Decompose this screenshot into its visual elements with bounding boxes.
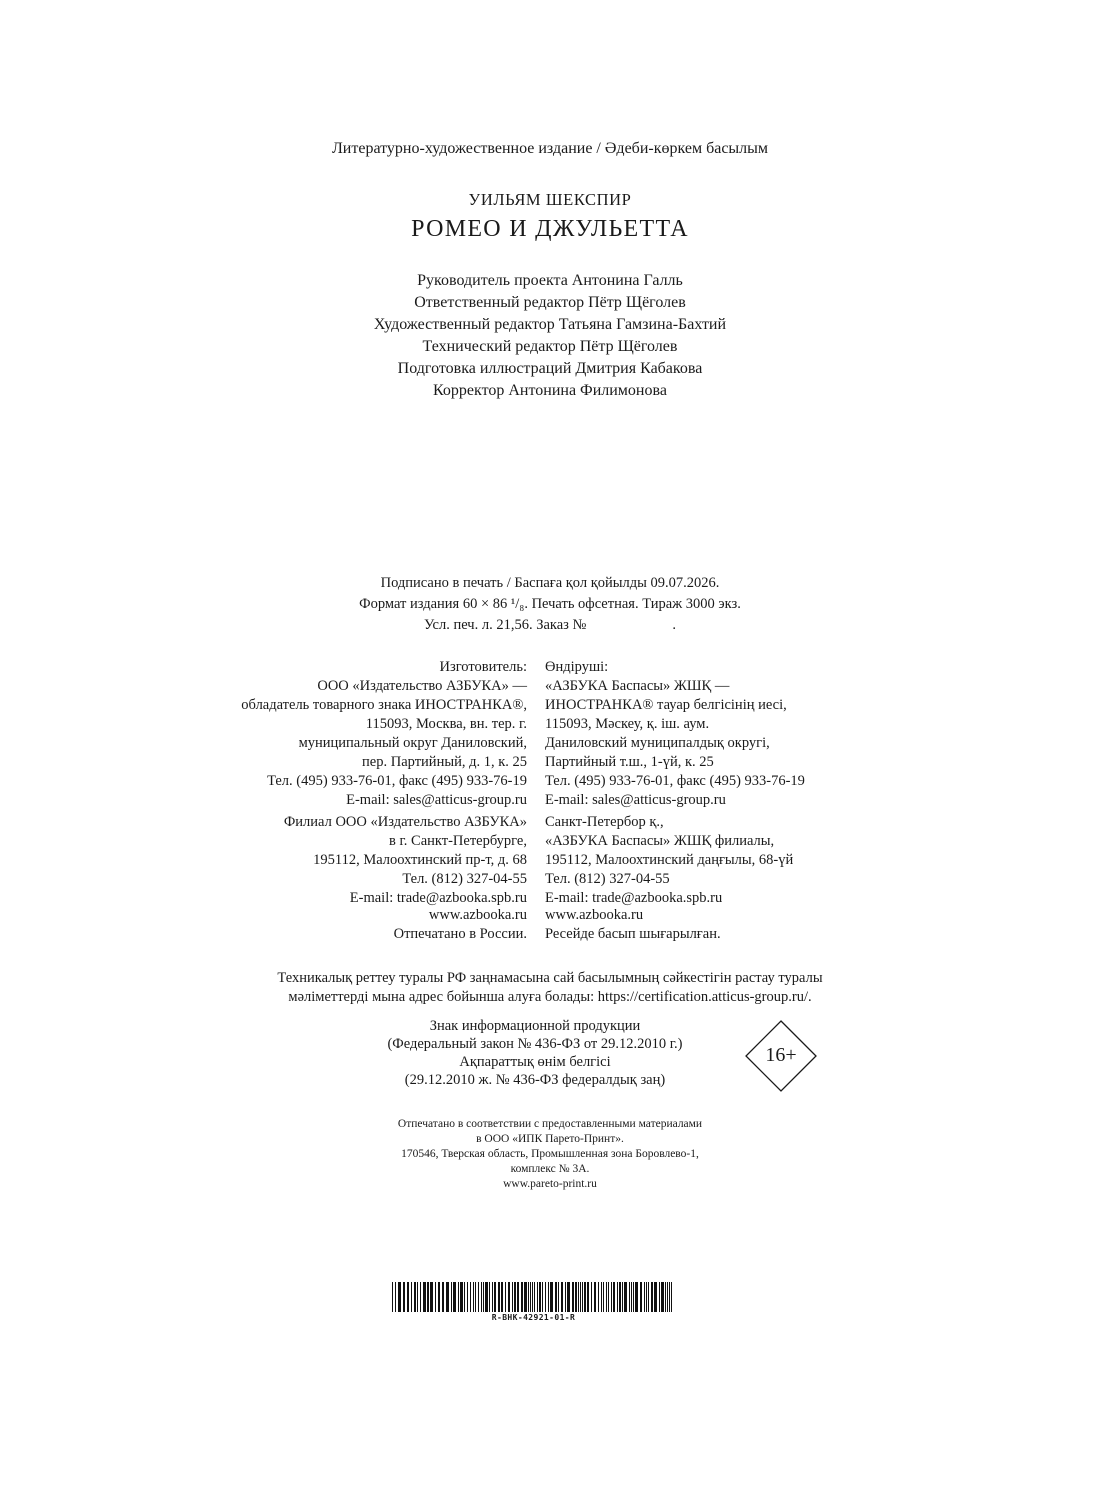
barcode-bar [582,1282,583,1312]
barcode-bar [633,1282,634,1312]
barcode-bar [572,1282,574,1312]
barcode-bar [453,1282,456,1312]
branch-ru [284,813,527,908]
barcode-bar [635,1282,638,1312]
site-ru-line: www.azbooka.ru [428,907,527,923]
barcode-bar [624,1282,627,1312]
barcode-bar [550,1282,553,1312]
branch-kz-line: Санкт-Петербор қ., [545,814,664,830]
manufacturer-kz-line: Партийный т.ш., 1-үй, к. 25 [545,754,714,770]
manufacturer-ru-line: обладатель товарного знака ИНОСТРАНКА®, [241,697,527,713]
barcode-bar [478,1282,479,1312]
barcode-id: R-BHK-42921-01-R [491,1313,576,1322]
certification-line: мәліметтерді мына адрес бойынша алуға болады: https://certification.atticus-group.ru/. [288,989,812,1005]
info-label-line: (Федеральный закон № 436-ФЗ от 29.12.2010 г.) [387,1036,683,1052]
barcode-bar [622,1282,623,1312]
barcode-bar [392,1282,393,1312]
branch-kz-line: «АЗБУКА Баспасы» ЖШҚ филиалы, [545,833,775,849]
age-rating-text: 16+ [765,1044,797,1066]
barcode-bar [669,1282,670,1312]
barcode-bar [611,1282,612,1312]
manufacturer-ru-line: пер. Партийный, д. 1, к. 25 [362,754,527,770]
info-label-line: (29.12.2010 ж. № 436-ФЗ федералдық заң) [404,1072,666,1088]
barcode-bar [665,1282,666,1312]
credit-line: Художественный редактор Татьяна Гамзина-Бахтий [373,316,727,333]
barcode-bar [565,1282,566,1312]
branch-kz [545,813,793,908]
branch-ru-line: Филиал ООО «Издательство АЗБУКА» [283,814,527,830]
branch-ru-line: 195112, Малоохтинский пр-т, д. 68 [313,852,527,868]
barcode-bar [423,1282,426,1312]
print-info [0,573,1100,636]
barcode-bar [501,1282,503,1312]
barcode-bar [395,1282,396,1312]
credits-list [0,270,1100,402]
branch-kz-line: 195112, Малоохтинский даңғылы, 68-үй [545,852,794,868]
age-rating-badge [745,1020,817,1092]
barcode-bar [594,1282,596,1312]
branch-kz-line: Тел. (812) 327-04-55 [545,871,670,887]
barcode-bar [442,1282,444,1312]
barcode-bar [530,1282,531,1312]
barcode-bar [492,1282,493,1312]
barcode-bar [617,1282,618,1312]
barcode-bar [407,1282,409,1312]
barcode-bar [460,1282,463,1312]
credit-line: Руководитель проекта Антонина Галль [417,272,683,289]
barcode-bar [534,1282,535,1312]
barcode-bar [470,1282,471,1312]
info-product-label [350,1017,720,1089]
barcode-bar [558,1282,559,1312]
barcode-bar [537,1282,538,1312]
barcode-bar [521,1282,523,1312]
barcode-bar [417,1282,418,1312]
barcode-bar [646,1282,647,1312]
manufacturer-ru-line: муниципальный округ Даниловский, [298,735,527,751]
manufacturer-ru-line: ООО «Издательство АЗБУКА» — [317,678,527,694]
barcode-bar [561,1282,563,1312]
print-date-line: Подписано в печать / Баспаға қол қойылды 09.07.2026. [380,575,720,591]
barcode-bar [532,1282,533,1312]
barcode-bar [446,1282,449,1312]
manufacturer-kz-line: Өндіруші: [545,659,609,675]
branch-ru-line: Тел. (812) 327-04-55 [402,871,527,887]
printer-line: комплекс № 3А. [510,1163,590,1175]
printer-line: www.pareto-print.ru [503,1178,597,1190]
barcode-bar [451,1282,452,1312]
barcode-bar [591,1282,592,1312]
barcode-bar [659,1282,660,1312]
barcode-bar [661,1282,664,1312]
barcode-bar [567,1282,570,1312]
barcode-bar [435,1282,436,1312]
printer-line: в ООО «ИПК Парето-Принт». [476,1133,624,1145]
barcode-bar [644,1282,645,1312]
barcode-bar [430,1282,433,1312]
barcode-bar [640,1282,642,1312]
barcode-bar [528,1282,529,1312]
manufacturer-ru-line: Тел. (495) 933-76-01, факс (495) 933-76-19 [267,773,527,789]
printer-info [0,1117,1100,1192]
barcode-bar [545,1282,546,1312]
info-label-line: Ақпараттық өнім белгісі [459,1054,611,1070]
manufacturer-kz-line: Тел. (495) 933-76-01, факс (495) 933-76-19 [545,773,805,789]
manufacturer-kz-line: Даниловский муниципалдық округі, [545,735,770,751]
manufacturer-kz-line: «АЗБУКА Баспасы» ЖШҚ — [545,678,730,694]
barcode-bar [542,1282,543,1312]
certification-note [0,969,1100,1007]
manufacturer-ru-line: Изготовитель: [439,659,527,675]
barcode-bar [575,1282,577,1312]
branch-kz-line: E-mail: trade@azbooka.spb.ru [545,890,723,906]
barcode-bar [598,1282,599,1312]
manufacturer-ru-line: 115093, Москва, вн. тер. г. [365,716,527,732]
site-kz-line: www.azbooka.ru [545,907,644,923]
barcode-bar [475,1282,476,1312]
site-ru [394,906,527,944]
barcode-bar [438,1282,440,1312]
barcode-bar [629,1282,630,1312]
barcode-bar [539,1282,541,1312]
barcode-bar [489,1282,490,1312]
printer-line: 170546, Тверская область, Промышленная зона Боровлево-1, [401,1148,699,1160]
barcode [392,1282,675,1312]
info-label-line: Знак информационной продукции [429,1018,641,1034]
barcode-bar [403,1282,405,1312]
barcode-bar [603,1282,604,1312]
barcode-bar [414,1282,416,1312]
barcode-bar [514,1282,516,1312]
barcode-bar [485,1282,488,1312]
printer-line: Отпечатано в соответствии с предоставленными материалами [397,1118,703,1130]
manufacturer-ru-line: E-mail: sales@atticus-group.ru [346,792,527,808]
certification-line: Техникалық реттеу туралы РФ заңнамасына сай басылымның сәйкестігін растау туралы [277,970,823,986]
barcode-bar [512,1282,513,1312]
barcode-bar [483,1282,484,1312]
order-prefix: Усл. печ. л. 21,56. Заказ № [424,617,587,633]
barcode-bar [606,1282,607,1312]
barcode-bar [505,1282,506,1312]
barcode-bar [667,1282,668,1312]
barcode-bar [654,1282,657,1312]
barcode-bar [631,1282,632,1312]
barcode-bar [517,1282,519,1312]
credit-line: Технический редактор Пётр Щёголев [422,338,678,355]
credit-line: Корректор Антонина Филимонова [433,382,667,399]
barcode-bar [481,1282,482,1312]
barcode-bar [608,1282,609,1312]
genre-line: Литературно-художественное издание / Әдеби-көркем басылым [331,140,769,157]
manufacturer-kz [545,658,805,810]
barcode-bar [398,1282,401,1312]
credit-line: Подготовка иллюстраций Дмитрия Кабакова [397,360,703,377]
book-title: РОМЕО И ДЖУЛЬЕТТА [411,216,689,242]
credit-line: Ответственный редактор Пётр Щёголев [414,294,686,311]
author-name: УИЛЬЯМ ШЕКСПИР [468,190,632,209]
barcode-bar [524,1282,527,1312]
manufacturer-kz-line: 115093, Мәскеу, қ. іш. аум. [545,716,710,732]
order-line [0,615,1100,636]
barcode-bar [494,1282,496,1312]
barcode-bar [613,1282,615,1312]
site-kz-line: Ресейде басып шығарылған. [545,926,721,942]
manufacturer-ru [241,658,527,810]
branch-ru-line: E-mail: trade@azbooka.spb.ru [349,890,527,906]
barcode-bar [411,1282,412,1312]
format-line: Формат издания 60 × 86 ¹/₈. Печать офсетная. Тираж 3000 экз. [359,596,741,612]
barcode-bar [578,1282,579,1312]
barcode-bar [580,1282,581,1312]
barcode-bar [601,1282,602,1312]
manufacturer-kz-line: ИНОСТРАНКА® тауар белгісінің иесі, [545,697,787,713]
barcode-bar [498,1282,500,1312]
barcode-bar [467,1282,468,1312]
order-suffix: . [672,617,676,633]
barcode-bar [508,1282,510,1312]
site-ru-line: Отпечатано в России. [393,926,527,942]
barcode-bar [427,1282,429,1312]
barcode-bar [464,1282,465,1312]
barcode-bar [548,1282,549,1312]
barcode-bar [619,1282,621,1312]
barcode-bar [584,1282,586,1312]
branch-ru-line: в г. Санкт-Петербурге, [389,833,527,849]
barcode-bar [651,1282,653,1312]
barcode-bar [473,1282,474,1312]
barcode-bar [648,1282,649,1312]
barcode-bar [420,1282,421,1312]
manufacturer-kz-line: E-mail: sales@atticus-group.ru [545,792,726,808]
barcode-bar [555,1282,557,1312]
barcode-bar [458,1282,459,1312]
barcode-bar [587,1282,589,1312]
site-kz [545,906,721,944]
barcode-bar [671,1282,672,1312]
